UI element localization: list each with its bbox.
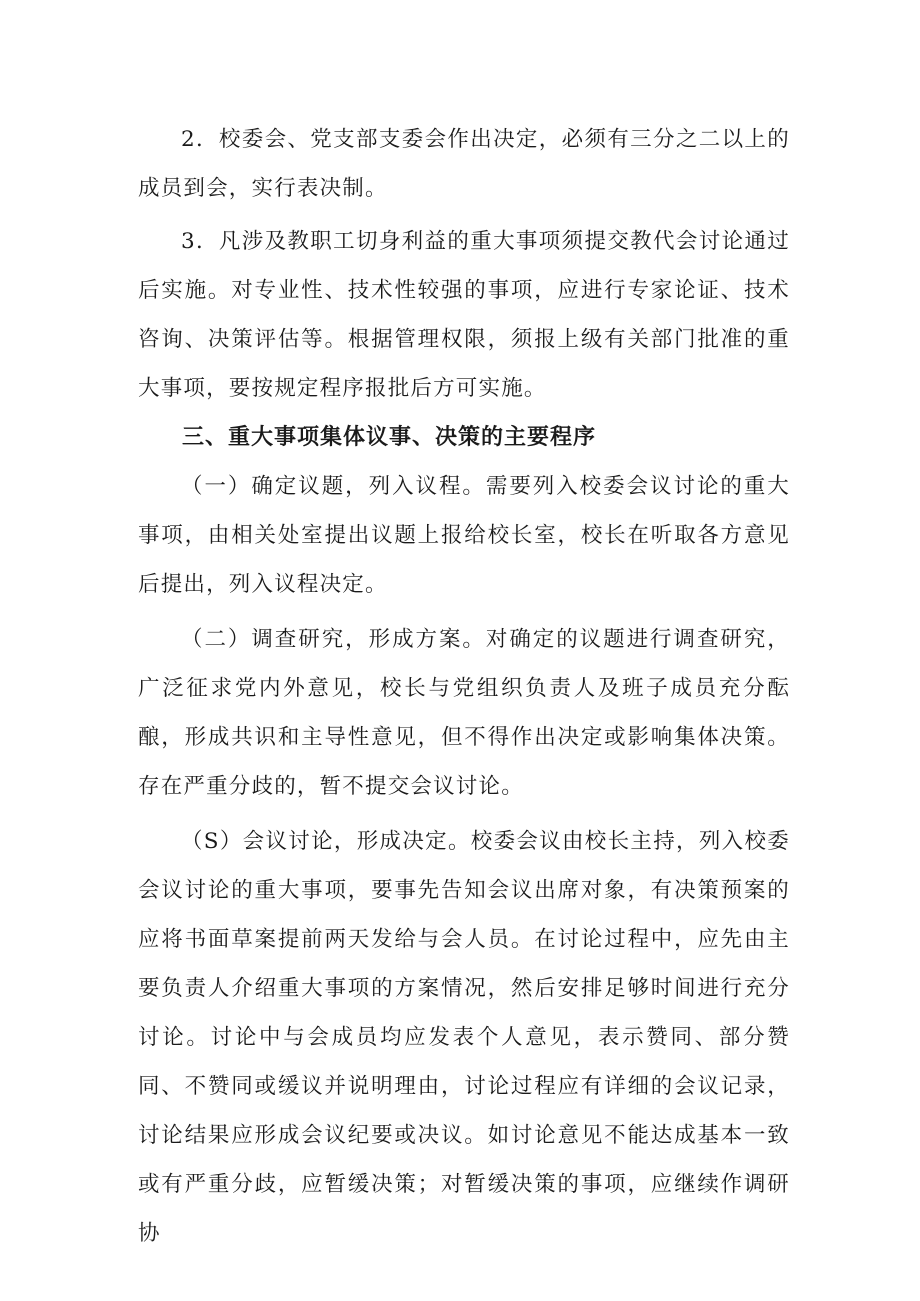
procedure-step-2: （二）调查研究，形成方案。对确定的议题进行调查研究，广泛征求党内外意见，校长与党组织负责人及班子成员充分酝酿，形成共识和主导性意见，但不得作出决定或影响集体决策。存在严重分歧的，暂不提交会议讨论。 [138, 627, 790, 799]
procedure-step-1: （一）确定议题，列入议程。需要列入校委会议讨论的重大事项，由相关处室提出议题上报给校长室，校长在听取各方意见后提出，列入议程决定。 [138, 474, 790, 597]
paragraph-item-3: 3．凡涉及教职工切身利益的重大事项须提交教代会讨论通过后实施。对专业性、技术性较强的事项，应进行专家论证、技术咨询、决策评估等。根据管理权限，须报上级有关部门批准的重大事项，要按规定程序报批后方可实施。 [138, 229, 790, 401]
document-body [138, 115, 790, 1258]
procedure-step-3: （S）会议讨论，形成决定。校委会议由校长主持，列入校委会议讨论的重大事项，要事先告知会议出席对象，有决策预案的应将书面草案提前两天发给与会人员。在讨论过程中，应先由主要负责人介绍重大事项的方案情况，然后安排足够时间进行充分讨论。讨论中与会成员均应发表个人意见，表示赞同、部分赞同、不赞同或缓议并说明理由，讨论过程应有详细的会议记录，讨论结果应形成会议纪要或决议。如讨论意见不能达成基本一致或有严重分歧，应暂缓决策；对暂缓决策的事项，应继续作调研协 [138, 829, 790, 1246]
section-heading: 三、重大事项集体议事、决策的主要程序 [182, 425, 597, 450]
paragraph-item-2: 2．校委会、党支部支委会作出决定，必须有三分之二以上的成员到会，实行表决制。 [138, 127, 790, 201]
